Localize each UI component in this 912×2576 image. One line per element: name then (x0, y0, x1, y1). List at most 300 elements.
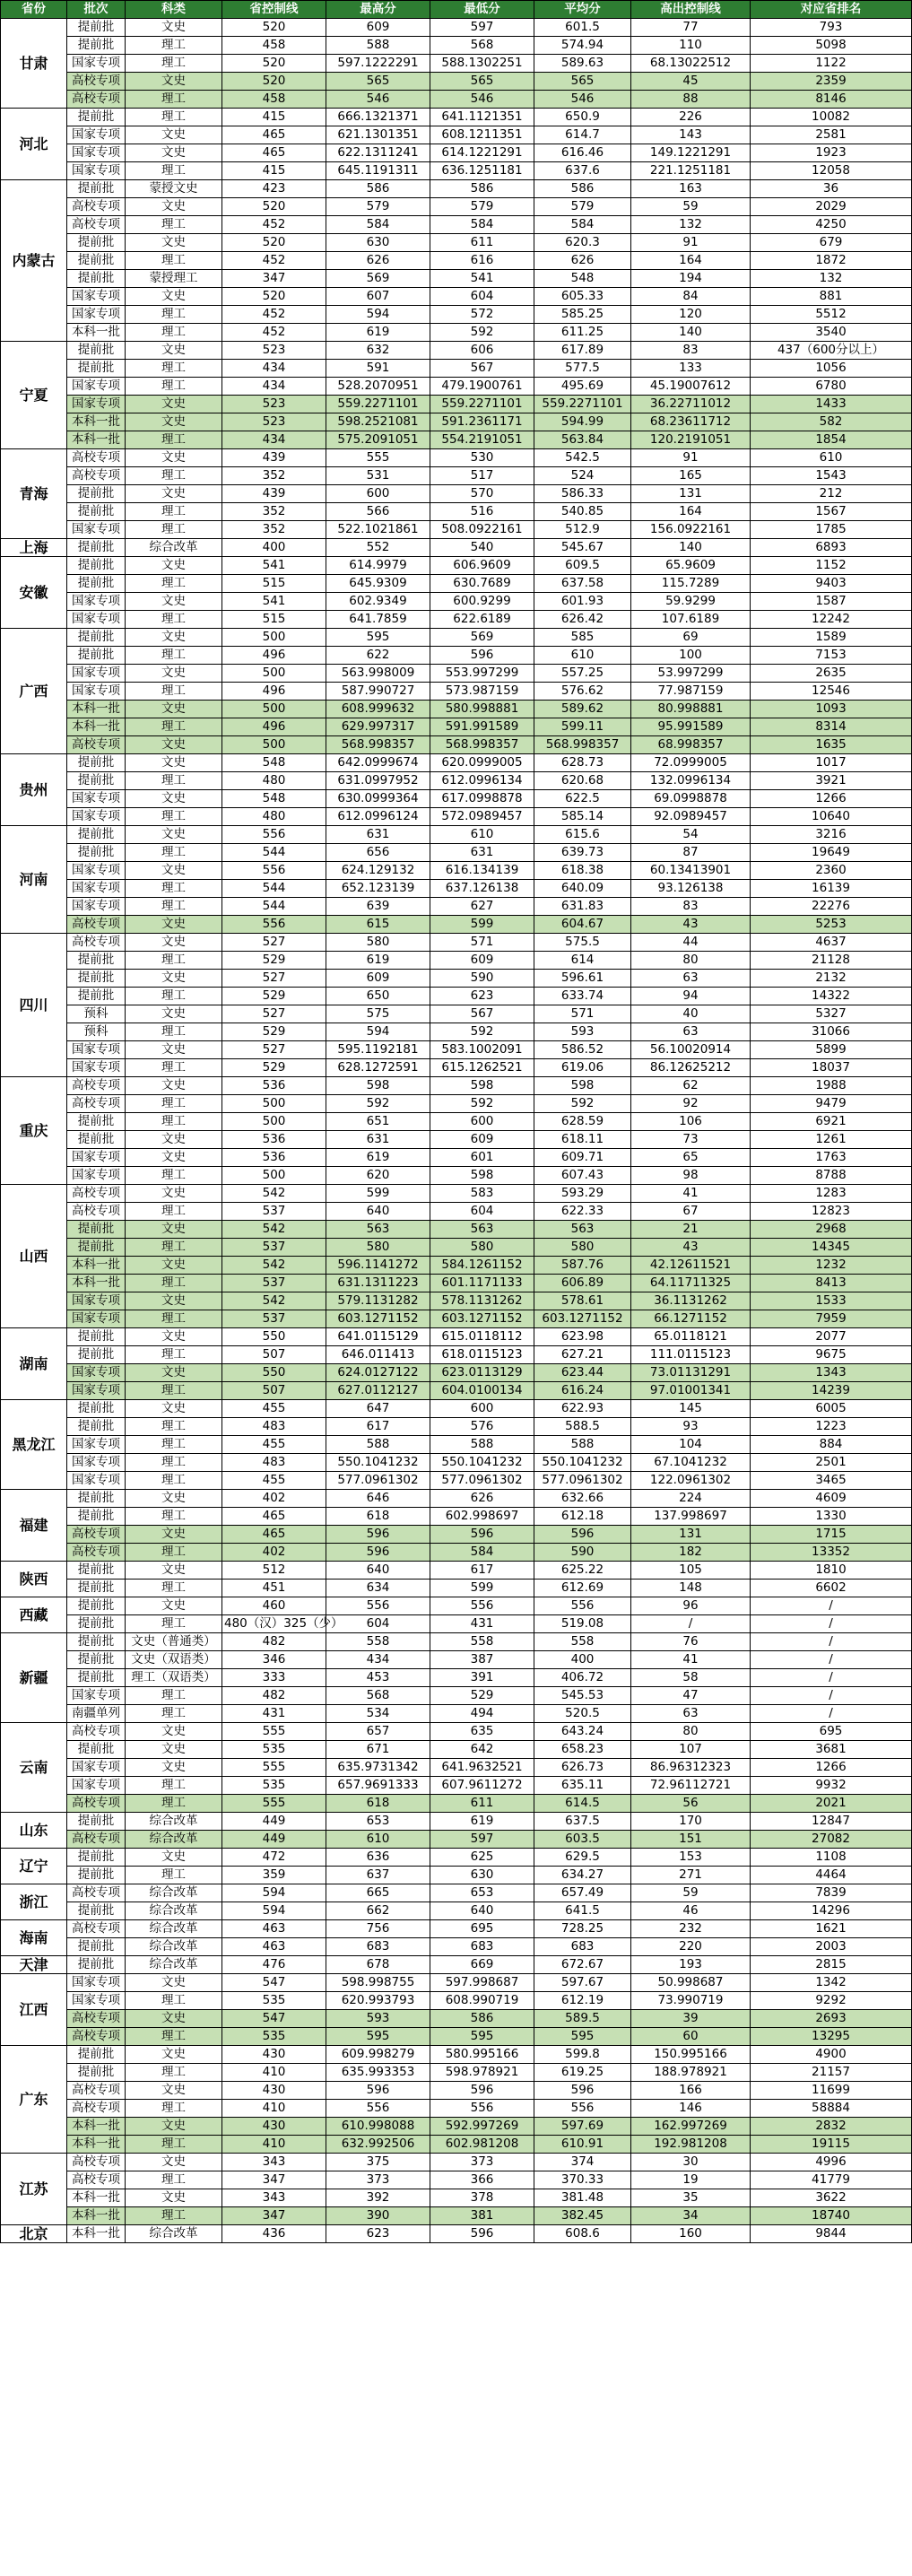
table-row (1, 1077, 912, 1095)
table-row (1, 1239, 912, 1257)
batch-cell: 国家专项 (67, 144, 126, 162)
min-score-cell: 381 (430, 2207, 534, 2225)
max-score-cell: 631.0997952 (326, 772, 430, 790)
subject-cell: 理工 (126, 360, 222, 378)
control-line-cell: 458 (222, 91, 326, 109)
batch-cell: 提前批 (67, 754, 126, 772)
control-line-cell: 500 (222, 736, 326, 754)
table-row (1, 629, 912, 647)
avg-score-cell: 609.71 (534, 1149, 631, 1167)
rank-cell: 2132 (751, 970, 912, 988)
above-line-cell: 194 (631, 270, 751, 288)
control-line-cell: 346 (222, 1651, 326, 1669)
rank-cell: 1093 (751, 701, 912, 718)
subject-cell: 综合改革 (126, 1938, 222, 1956)
batch-cell: 提前批 (67, 826, 126, 844)
table-row (1, 916, 912, 934)
min-score-cell: 614.1221291 (430, 144, 534, 162)
subject-cell: 理工 (126, 1472, 222, 1490)
batch-cell: 国家专项 (67, 880, 126, 898)
control-line-cell: 594 (222, 1902, 326, 1920)
subject-cell: 理工 (126, 2207, 222, 2225)
min-score-cell: 623.0113129 (430, 1364, 534, 1382)
max-score-cell: 434 (326, 1651, 430, 1669)
max-score-cell: 453 (326, 1669, 430, 1687)
subject-cell: 综合改革 (126, 539, 222, 557)
batch-cell: 国家专项 (67, 1759, 126, 1777)
control-line-cell: 556 (222, 826, 326, 844)
subject-cell: 文史 (126, 701, 222, 718)
min-score-cell: 631 (430, 844, 534, 862)
avg-score-cell: 597.67 (534, 1974, 631, 1992)
max-score-cell: 631 (326, 826, 430, 844)
avg-score-cell: 563.84 (534, 431, 631, 449)
subject-cell: 文史 (126, 2189, 222, 2207)
table-row (1, 306, 912, 324)
control-line-cell: 436 (222, 2225, 326, 2243)
min-score-cell: 599 (430, 1580, 534, 1597)
subject-cell: 理工 (126, 1436, 222, 1454)
batch-cell: 本科一批 (67, 2118, 126, 2136)
min-score-cell: 565 (430, 73, 534, 91)
subject-cell: 理工 (126, 1867, 222, 1884)
above-line-cell: 30 (631, 2154, 751, 2171)
avg-score-cell: 593.29 (534, 1185, 631, 1203)
avg-score-cell: 623.98 (534, 1328, 631, 1346)
batch-cell: 南疆单列 (67, 1705, 126, 1723)
batch-cell: 高校专项 (67, 1077, 126, 1095)
max-score-cell: 580 (326, 1239, 430, 1257)
batch-cell: 国家专项 (67, 665, 126, 683)
above-line-cell: 193 (631, 1956, 751, 1974)
rank-cell: 1785 (751, 521, 912, 539)
batch-cell: 高校专项 (67, 1544, 126, 1562)
table-row (1, 1005, 912, 1023)
rank-cell: 3622 (751, 2189, 912, 2207)
batch-cell: 高校专项 (67, 449, 126, 467)
subject-cell: 理工 (126, 252, 222, 270)
control-line-cell: 465 (222, 1508, 326, 1526)
rank-cell: 1635 (751, 736, 912, 754)
batch-cell: 提前批 (67, 270, 126, 288)
batch-cell: 提前批 (67, 1902, 126, 1920)
subject-cell: 理工 (126, 1023, 222, 1041)
max-score-cell: 569 (326, 270, 430, 288)
batch-cell: 提前批 (67, 360, 126, 378)
table-row (1, 2154, 912, 2171)
rank-cell: 10082 (751, 109, 912, 126)
province-cell: 内蒙古 (1, 180, 67, 342)
table-row (1, 1418, 912, 1436)
max-score-cell: 592 (326, 1095, 430, 1113)
control-line-cell: 434 (222, 431, 326, 449)
avg-score-cell: 632.66 (534, 1490, 631, 1508)
subject-cell: 理工 (126, 575, 222, 593)
table-row (1, 701, 912, 718)
avg-score-cell: 596.61 (534, 970, 631, 988)
max-score-cell: 568.998357 (326, 736, 430, 754)
rank-cell: 7839 (751, 1884, 912, 1902)
avg-score-cell: 605.33 (534, 288, 631, 306)
min-score-cell: 567 (430, 360, 534, 378)
table-row (1, 342, 912, 360)
subject-cell: 文史 (126, 126, 222, 144)
subject-cell: 理工 (126, 2100, 222, 2118)
rank-cell: / (751, 1687, 912, 1705)
table-row (1, 1095, 912, 1113)
rank-cell: 27082 (751, 1831, 912, 1849)
rank-cell: 19649 (751, 844, 912, 862)
table-row (1, 1777, 912, 1795)
rank-cell: 7959 (751, 1310, 912, 1328)
table-row (1, 1759, 912, 1777)
max-score-cell: 622.1311241 (326, 144, 430, 162)
above-line-cell: 84 (631, 288, 751, 306)
table-row (1, 126, 912, 144)
rank-cell: 1433 (751, 396, 912, 413)
rank-cell: 19115 (751, 2136, 912, 2154)
above-line-cell: 107 (631, 1741, 751, 1759)
batch-cell: 国家专项 (67, 1041, 126, 1059)
subject-cell: 文史 (126, 396, 222, 413)
control-line-cell: 480 (222, 772, 326, 790)
rank-cell: 212 (751, 485, 912, 503)
above-line-cell: 148 (631, 1580, 751, 1597)
max-score-cell: 555 (326, 449, 430, 467)
avg-score-cell: 556 (534, 2100, 631, 2118)
avg-score-cell: 585.25 (534, 306, 631, 324)
table-row (1, 2010, 912, 2028)
table-row (1, 1580, 912, 1597)
max-score-cell: 575 (326, 1005, 430, 1023)
subject-cell: 理工 (126, 2171, 222, 2189)
rank-cell: 11699 (751, 2082, 912, 2100)
max-score-cell: 642.0999674 (326, 754, 430, 772)
rank-cell: 5327 (751, 1005, 912, 1023)
rank-cell: 12823 (751, 1203, 912, 1221)
above-line-cell: 63 (631, 1705, 751, 1723)
max-score-cell: 586 (326, 180, 430, 198)
min-score-cell: 615.0118112 (430, 1328, 534, 1346)
avg-score-cell: 587.76 (534, 1257, 631, 1275)
max-score-cell: 598 (326, 1077, 430, 1095)
subject-cell: 文史 (126, 1328, 222, 1346)
subject-cell: 理工 (126, 1095, 222, 1113)
subject-cell: 理工 (126, 683, 222, 701)
min-score-cell: 577.0961302 (430, 1472, 534, 1490)
above-line-cell: 164 (631, 503, 751, 521)
table-row (1, 611, 912, 629)
min-score-cell: 602.998697 (430, 1508, 534, 1526)
min-score-cell: 580.998881 (430, 701, 534, 718)
province-cell: 浙江 (1, 1884, 67, 1920)
control-line-cell: 352 (222, 467, 326, 485)
table-row (1, 1023, 912, 1041)
batch-cell: 国家专项 (67, 1382, 126, 1400)
min-score-cell: 568.998357 (430, 736, 534, 754)
max-score-cell: 577.0961302 (326, 1472, 430, 1490)
province-cell: 安徽 (1, 557, 67, 629)
subject-cell: 理工 (126, 37, 222, 55)
subject-cell: 文史 (126, 790, 222, 808)
max-score-cell: 641.0115129 (326, 1328, 430, 1346)
max-score-cell: 568 (326, 1687, 430, 1705)
min-score-cell: 597 (430, 19, 534, 37)
rank-cell: 21128 (751, 952, 912, 970)
control-line-cell: 537 (222, 1239, 326, 1257)
table-row (1, 593, 912, 611)
batch-cell: 国家专项 (67, 306, 126, 324)
min-score-cell: 590 (430, 970, 534, 988)
above-line-cell: 60.13413901 (631, 862, 751, 880)
max-score-cell: 636 (326, 1849, 430, 1867)
subject-cell: 理工 (126, 808, 222, 826)
above-line-cell: 63 (631, 1023, 751, 1041)
header-above-line: 高出控制线 (631, 1, 751, 19)
subject-cell: 理工 (126, 91, 222, 109)
avg-score-cell: 519.08 (534, 1615, 631, 1633)
control-line-cell: 535 (222, 1992, 326, 2010)
rank-cell: 1810 (751, 1562, 912, 1580)
batch-cell: 本科一批 (67, 413, 126, 431)
batch-cell: 高校专项 (67, 934, 126, 952)
min-score-cell: 573.987159 (430, 683, 534, 701)
subject-cell: 综合改革 (126, 1956, 222, 1974)
max-score-cell: 618 (326, 1508, 430, 1526)
rank-cell: 1988 (751, 1077, 912, 1095)
table-row (1, 1669, 912, 1687)
batch-cell: 提前批 (67, 1113, 126, 1131)
control-line-cell: 434 (222, 378, 326, 396)
rank-cell: 14296 (751, 1902, 912, 1920)
batch-cell: 提前批 (67, 19, 126, 37)
batch-cell: 国家专项 (67, 1059, 126, 1077)
batch-cell: 预科 (67, 1023, 126, 1041)
rank-cell: 1533 (751, 1292, 912, 1310)
subject-cell: 理工 (126, 503, 222, 521)
table-row (1, 1310, 912, 1328)
rank-cell: 1266 (751, 790, 912, 808)
subject-cell: 文史（普通类） (126, 1633, 222, 1651)
avg-score-cell: 406.72 (534, 1669, 631, 1687)
avg-score-cell: 550.1041232 (534, 1454, 631, 1472)
subject-cell: 文史 (126, 1257, 222, 1275)
control-line-cell: 455 (222, 1400, 326, 1418)
above-line-cell: 72.96112721 (631, 1777, 751, 1795)
subject-cell: 文史 (126, 593, 222, 611)
table-row (1, 37, 912, 55)
avg-score-cell: 400 (534, 1651, 631, 1669)
rank-cell: 1543 (751, 467, 912, 485)
above-line-cell: 21 (631, 1221, 751, 1239)
rank-cell: 610 (751, 449, 912, 467)
above-line-cell: 83 (631, 342, 751, 360)
control-line-cell: 465 (222, 144, 326, 162)
subject-cell: 文史 (126, 1526, 222, 1544)
subject-cell: 文史 (126, 2046, 222, 2064)
control-line-cell: 550 (222, 1328, 326, 1346)
min-score-cell: 576 (430, 1418, 534, 1436)
min-score-cell: 641.1121351 (430, 109, 534, 126)
max-score-cell: 598.998755 (326, 1974, 430, 1992)
subject-cell: 文史 (126, 1185, 222, 1203)
avg-score-cell: 633.74 (534, 988, 631, 1005)
max-score-cell: 628.1272591 (326, 1059, 430, 1077)
avg-score-cell: 608.6 (534, 2225, 631, 2243)
min-score-cell: 599 (430, 916, 534, 934)
min-score-cell: 600 (430, 1113, 534, 1131)
avg-score-cell: 615.6 (534, 826, 631, 844)
control-line-cell: 410 (222, 2100, 326, 2118)
min-score-cell: 391 (430, 1669, 534, 1687)
min-score-cell: 550.1041232 (430, 1454, 534, 1472)
batch-cell: 提前批 (67, 1867, 126, 1884)
rank-cell: 18037 (751, 1059, 912, 1077)
province-cell: 青海 (1, 449, 67, 539)
batch-cell: 国家专项 (67, 1472, 126, 1490)
subject-cell: 文史 (126, 1364, 222, 1382)
max-score-cell: 662 (326, 1902, 430, 1920)
max-score-cell: 531 (326, 467, 430, 485)
table-row (1, 1687, 912, 1705)
subject-cell: 综合改革 (126, 1813, 222, 1831)
above-line-cell: 45.19007612 (631, 378, 751, 396)
avg-score-cell: 618.38 (534, 862, 631, 880)
table-row (1, 718, 912, 736)
above-line-cell: 46 (631, 1902, 751, 1920)
max-score-cell: 584 (326, 216, 430, 234)
subject-cell: 文史 (126, 1562, 222, 1580)
avg-score-cell: 601.5 (534, 19, 631, 37)
min-score-cell: 431 (430, 1615, 534, 1633)
max-score-cell: 596.1141272 (326, 1257, 430, 1275)
above-line-cell: 151 (631, 1831, 751, 1849)
max-score-cell: 599 (326, 1185, 430, 1203)
control-line-cell: 458 (222, 37, 326, 55)
max-score-cell: 593 (326, 2010, 430, 2028)
batch-cell: 高校专项 (67, 1831, 126, 1849)
min-score-cell: 669 (430, 1956, 534, 1974)
table-row (1, 1795, 912, 1813)
table-row (1, 73, 912, 91)
batch-cell: 提前批 (67, 988, 126, 1005)
batch-cell: 高校专项 (67, 73, 126, 91)
above-line-cell: 80 (631, 952, 751, 970)
above-line-cell: 120.2191051 (631, 431, 751, 449)
avg-score-cell: 576.62 (534, 683, 631, 701)
rank-cell: 1872 (751, 252, 912, 270)
above-line-cell: / (631, 1615, 751, 1633)
batch-cell: 提前批 (67, 1651, 126, 1669)
province-cell: 河北 (1, 109, 67, 180)
max-score-cell: 552 (326, 539, 430, 557)
min-score-cell: 598 (430, 1077, 534, 1095)
min-score-cell: 529 (430, 1687, 534, 1705)
control-line-cell: 520 (222, 73, 326, 91)
above-line-cell: 62 (631, 1077, 751, 1095)
rank-cell: 10640 (751, 808, 912, 826)
subject-cell: 蒙授文史 (126, 180, 222, 198)
max-score-cell: 666.1321371 (326, 109, 430, 126)
control-line-cell: 496 (222, 647, 326, 665)
subject-cell: 理工 (126, 880, 222, 898)
min-score-cell: 586 (430, 2010, 534, 2028)
control-line-cell: 520 (222, 55, 326, 73)
avg-score-cell: 603.1271152 (534, 1310, 631, 1328)
table-row (1, 162, 912, 180)
max-score-cell: 528.2070951 (326, 378, 430, 396)
subject-cell: 理工 (126, 1705, 222, 1723)
subject-cell: 理工 (126, 1777, 222, 1795)
min-score-cell: 615.1262521 (430, 1059, 534, 1077)
table-row (1, 198, 912, 216)
control-line-cell: 537 (222, 1275, 326, 1292)
rank-cell: 1232 (751, 1257, 912, 1275)
batch-cell: 国家专项 (67, 1454, 126, 1472)
above-line-cell: 110 (631, 37, 751, 55)
table-row (1, 1167, 912, 1185)
batch-cell: 提前批 (67, 252, 126, 270)
subject-cell: 文史 (126, 19, 222, 37)
above-line-cell: 140 (631, 539, 751, 557)
table-row (1, 1992, 912, 2010)
above-line-cell: 80 (631, 1723, 751, 1741)
table-row (1, 485, 912, 503)
avg-score-cell: 629.5 (534, 1849, 631, 1867)
batch-cell: 高校专项 (67, 1095, 126, 1113)
min-score-cell: 600.9299 (430, 593, 534, 611)
subject-cell: 文史 (126, 234, 222, 252)
rank-cell: 679 (751, 234, 912, 252)
batch-cell: 高校专项 (67, 2010, 126, 2028)
batch-cell: 国家专项 (67, 1974, 126, 1992)
min-score-cell: 563 (430, 1221, 534, 1239)
table-row (1, 1203, 912, 1221)
max-score-cell: 641.7859 (326, 611, 430, 629)
above-line-cell: 19 (631, 2171, 751, 2189)
min-score-cell: 601.1171133 (430, 1275, 534, 1292)
rank-cell: 1122 (751, 55, 912, 73)
above-line-cell: 160 (631, 2225, 751, 2243)
province-cell: 黑龙江 (1, 1400, 67, 1490)
batch-cell: 国家专项 (67, 611, 126, 629)
header-min-score: 最低分 (430, 1, 534, 19)
rank-cell: 1763 (751, 1149, 912, 1167)
control-line-cell: 482 (222, 1633, 326, 1651)
subject-cell: 理工 (126, 1992, 222, 2010)
table-row (1, 1723, 912, 1741)
above-line-cell: 44 (631, 934, 751, 952)
min-score-cell: 578.1131262 (430, 1292, 534, 1310)
header-control-line: 省控制线 (222, 1, 326, 19)
subject-cell: 理工 (126, 1382, 222, 1400)
subject-cell: 理工 (126, 162, 222, 180)
min-score-cell: 637.126138 (430, 880, 534, 898)
batch-cell: 高校专项 (67, 916, 126, 934)
above-line-cell: 111.0115123 (631, 1346, 751, 1364)
control-line-cell: 500 (222, 701, 326, 718)
avg-score-cell: 637.58 (534, 575, 631, 593)
avg-score-cell: 610 (534, 647, 631, 665)
above-line-cell: 224 (631, 1490, 751, 1508)
table-row (1, 683, 912, 701)
rank-cell: 6893 (751, 539, 912, 557)
rank-cell: 881 (751, 288, 912, 306)
table-row (1, 1275, 912, 1292)
table-row (1, 413, 912, 431)
batch-cell: 本科一批 (67, 431, 126, 449)
rank-cell: 1266 (751, 1759, 912, 1777)
